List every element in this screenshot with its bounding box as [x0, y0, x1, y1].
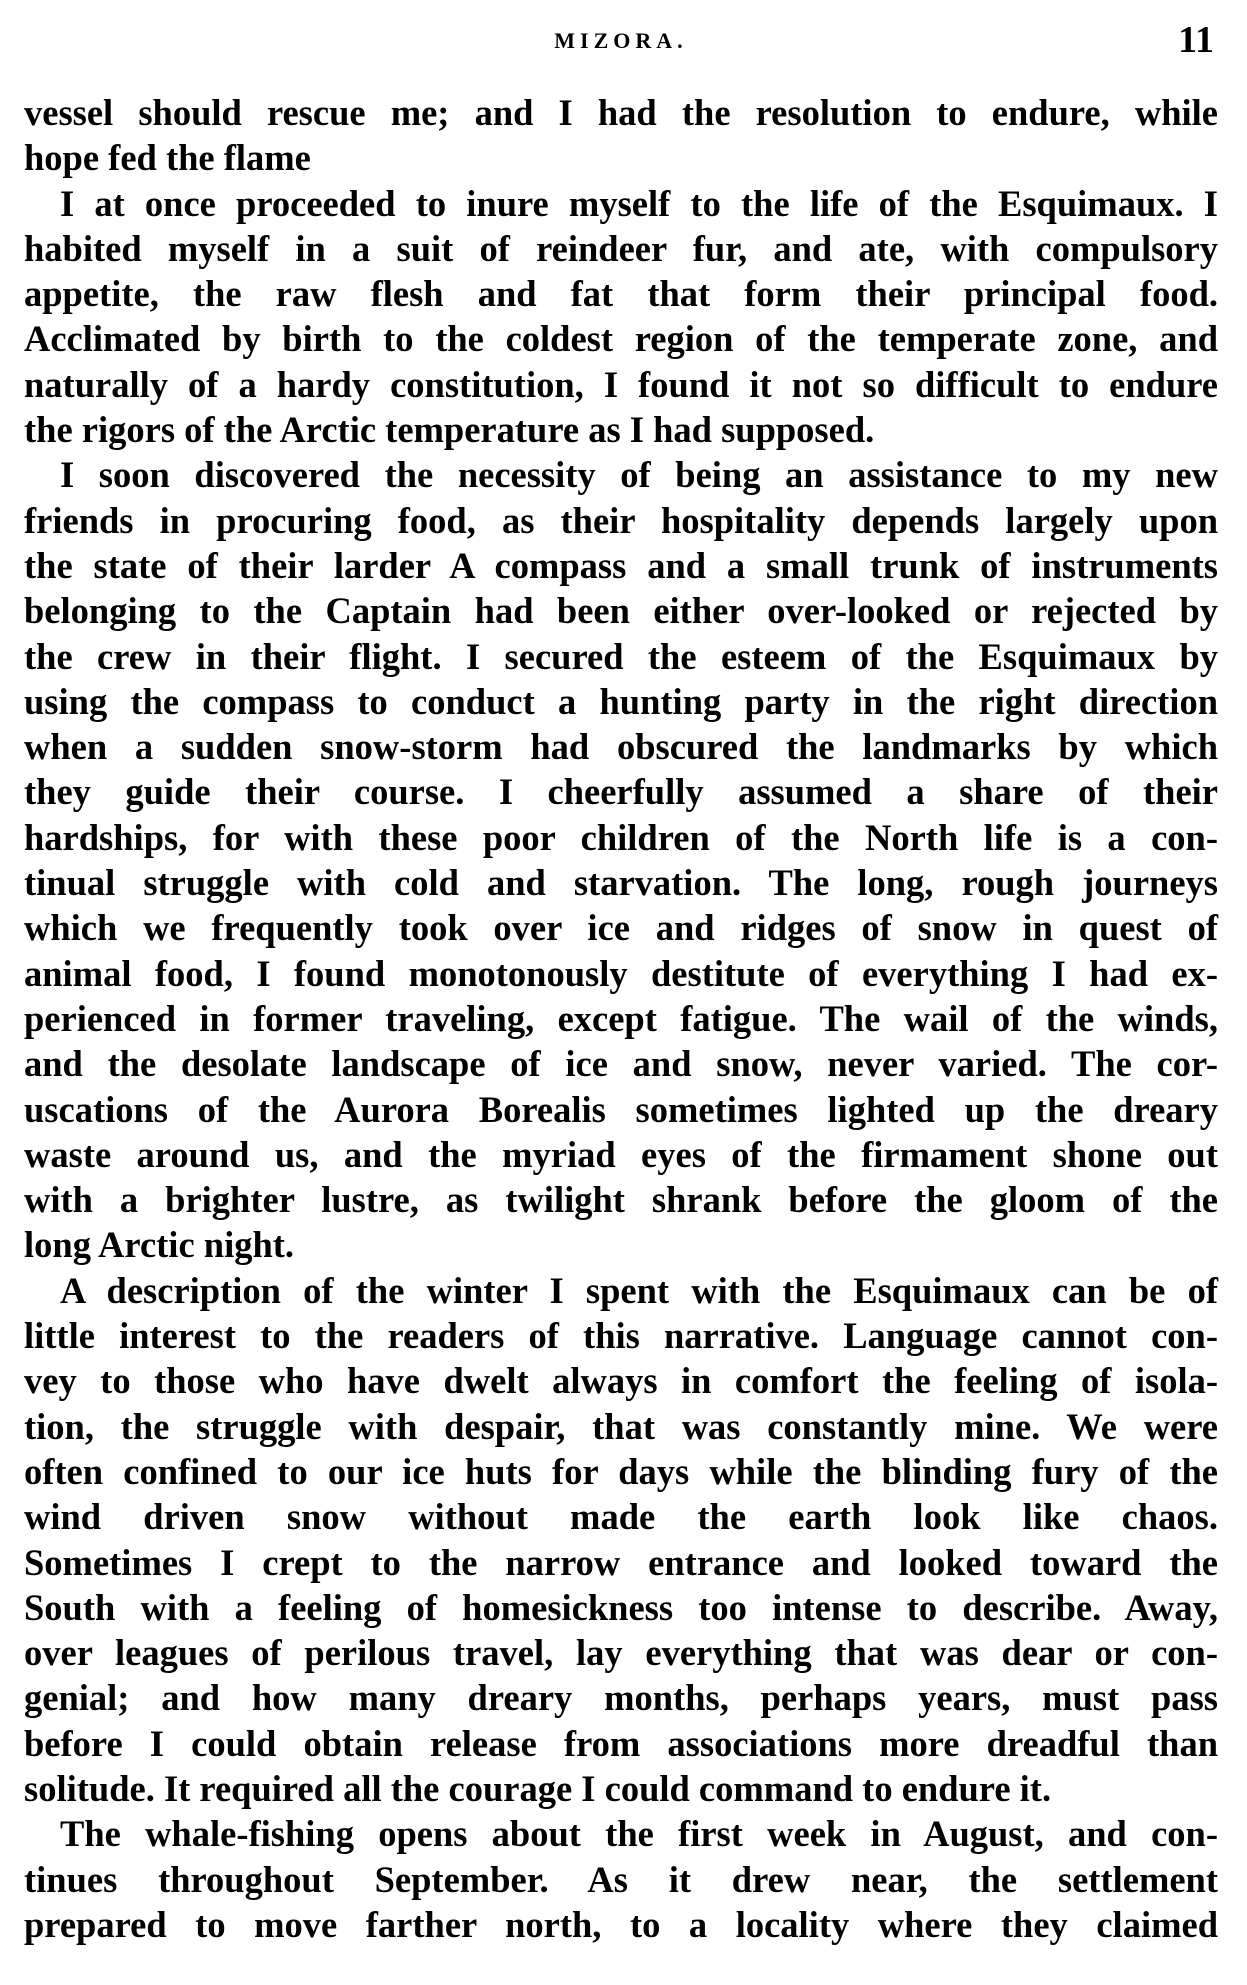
paragraph-line [24, 769, 1218, 814]
paragraph-line [24, 498, 1218, 543]
text-line: tinual struggle with cold and starvation. The long, rough journeys [24, 862, 1218, 904]
body-text [24, 90, 1218, 1947]
paragraph-line [24, 1675, 1218, 1720]
paragraph-line [24, 1449, 1218, 1494]
paragraph-line [24, 226, 1218, 271]
paragraph [24, 452, 1218, 497]
text-line: using the compass to conduct a hunting party in the right direction [24, 680, 1218, 722]
paragraph-line [24, 860, 1218, 905]
text-line: long Arctic night. [24, 1224, 295, 1266]
paragraph-line [24, 815, 1218, 860]
page-number: 11 [1178, 19, 1214, 61]
paragraph-line [24, 1902, 1218, 1947]
book-page [24, 0, 1218, 1985]
paragraph-line [24, 724, 1218, 769]
paragraph-line [24, 1857, 1218, 1902]
text-line: uscations of the Aurora Borealis sometimes lighted up the dreary [24, 1088, 1218, 1130]
paragraph-line [24, 996, 1218, 1041]
running-title: MIZORA. [554, 28, 688, 53]
text-line: wind driven snow without made the earth look like chaos. [24, 1496, 1218, 1538]
text-line: A description of the winter I spent with the Esquimaux can be of [60, 1269, 1218, 1311]
paragraph-line [24, 1222, 1218, 1267]
text-line: animal food, I found monotonously destitute of everything I had ex- [24, 952, 1218, 994]
text-line: tion, the struggle with despair, that was constantly mine. We were [24, 1405, 1218, 1447]
running-head [24, 18, 1218, 68]
paragraph-line [24, 316, 1218, 361]
text-line: perienced in former traveling, except fatigue. The wail of the winds, [24, 997, 1218, 1039]
text-line: prepared to move farther north, to a locality where they claimed [24, 1903, 1218, 1945]
paragraph-line [24, 1313, 1218, 1358]
paragraph-line [24, 1766, 1218, 1811]
paragraph-line [24, 362, 1218, 407]
text-line: The whale-fishing opens about the first week in August, and con- [60, 1813, 1218, 1855]
text-line: when a sudden snow-storm had obscured the landmarks by which [24, 726, 1218, 768]
text-line: solitude. It required all the courage I could command to endure it. [24, 1767, 1052, 1809]
paragraph-line [24, 1721, 1218, 1766]
text-line: they guide their course. I cheerfully assumed a share of their [24, 771, 1218, 813]
text-line: belonging to the Captain had been either over-looked or rejected by [24, 590, 1218, 632]
paragraph-line [24, 1087, 1218, 1132]
text-line: tinues throughout September. As it drew near, the settlement [24, 1858, 1218, 1900]
paragraph-line [24, 951, 1218, 996]
text-line: naturally of a hardy constitution, I found it not so difficult to endure [24, 363, 1218, 405]
paragraph-line [24, 1585, 1218, 1630]
paragraph [24, 1268, 1218, 1313]
text-line: friends in procuring food, as their hospitality depends largely upon [24, 499, 1218, 541]
text-line: with a brighter lustre, as twilight shrank before the gloom of the [24, 1179, 1218, 1221]
paragraph [24, 90, 1218, 135]
text-line: hope fed the flame [24, 137, 311, 179]
paragraph-line [24, 1041, 1218, 1086]
paragraph [24, 1811, 1218, 1856]
paragraph-line [24, 905, 1218, 950]
paragraph-line [24, 407, 1218, 452]
paragraph-line [24, 1358, 1218, 1403]
text-line: habited myself in a suit of reindeer fur, and ate, with compulsory [24, 227, 1218, 269]
text-line: hardships, for with these poor children of the North life is a con- [24, 816, 1218, 858]
paragraph-line [24, 1630, 1218, 1675]
paragraph-line [24, 679, 1218, 724]
paragraph-line [24, 634, 1218, 679]
text-line: I soon discovered the necessity of being an assistance to my new [60, 454, 1218, 496]
text-line: South with a feeling of homesickness too intense to describe. Away, [24, 1586, 1218, 1628]
text-line: before I could obtain release from associations more dreadful than [24, 1722, 1218, 1764]
text-line: genial; and how many dreary months, perhaps years, must pass [24, 1677, 1218, 1719]
text-line: waste around us, and the myriad eyes of the firmament shone out [24, 1133, 1218, 1175]
text-line: vey to those who have dwelt always in comfort the feeling of isola- [24, 1360, 1218, 1402]
text-line: often confined to our ice huts for days while the blinding fury of the [24, 1450, 1218, 1492]
text-line: vessel should rescue me; and I had the resolution to endure, while [24, 92, 1218, 133]
paragraph-line [24, 543, 1218, 588]
paragraph-line [24, 1540, 1218, 1585]
text-line: appetite, the raw flesh and fat that form their principal food. [24, 273, 1218, 315]
text-line: little interest to the readers of this narrative. Language cannot con- [24, 1315, 1218, 1357]
paragraph-line [24, 271, 1218, 316]
paragraph [24, 135, 1218, 180]
text-line: which we frequently took over ice and ridges of snow in quest of [24, 907, 1218, 949]
paragraph-line [24, 1132, 1218, 1177]
text-line: over leagues of perilous travel, lay everything that was dear or con- [24, 1632, 1218, 1674]
paragraph-line [24, 588, 1218, 633]
text-line: and the desolate landscape of ice and snow, never varied. The cor- [24, 1043, 1218, 1085]
text-line: I at once proceeded to inure myself to the life of the Esquimaux. I [60, 182, 1218, 224]
paragraph-line [24, 1177, 1218, 1222]
text-line: the crew in their flight. I secured the esteem of the Esquimaux by [24, 635, 1218, 677]
text-line: Acclimated by birth to the coldest region of the temperate zone, and [24, 318, 1218, 360]
text-line: Sometimes I crept to the narrow entrance and looked toward the [24, 1541, 1218, 1583]
paragraph [24, 181, 1218, 226]
text-line: the rigors of the Arctic temperature as I had supposed. [24, 409, 875, 451]
text-line: the state of their larder A compass and a small trunk of instruments [24, 544, 1218, 586]
paragraph-line [24, 1494, 1218, 1539]
paragraph-line [24, 1404, 1218, 1449]
